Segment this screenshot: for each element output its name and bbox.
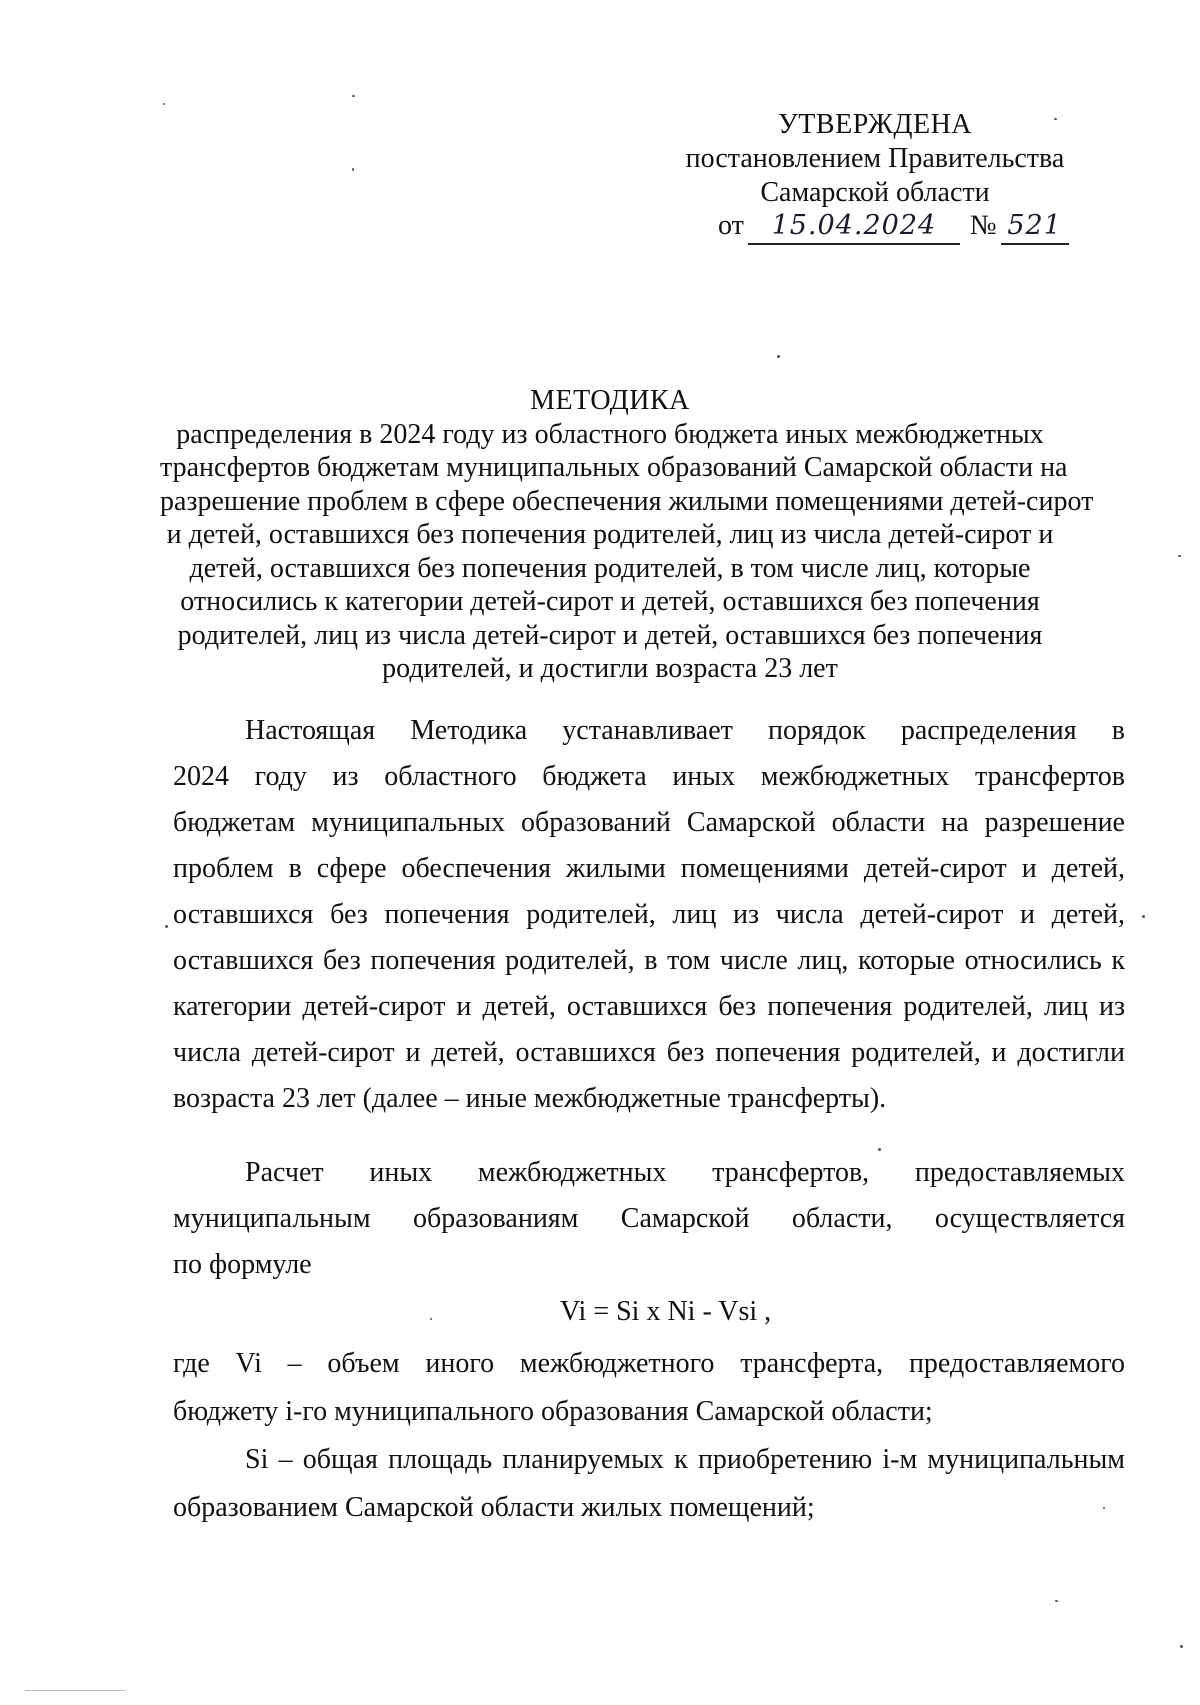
subtitle-line: разрешение проблем в сфере обеспечения жилыми помещениями детей-сирот [160, 485, 1094, 517]
subtitle-line: трансфертов бюджетам муниципальных образований Самарской области на [160, 452, 1068, 483]
paragraph-line: проблем в сфере обеспечения жилыми помещениями детей-сирот и детей, [173, 853, 1125, 884]
scan-speck [1178, 555, 1181, 557]
subtitle-line: родителей, лиц из числа детей-сирот и детей, оставшихся без попечения [177, 619, 1043, 651]
document-title: МЕТОДИКА [530, 385, 690, 416]
scan-speck [1054, 118, 1057, 120]
definition-vi-line: бюджету i-го муниципального образования Самарской области; [173, 1396, 933, 1427]
handwritten-number: 521 [1007, 210, 1062, 241]
subtitle-line: детей, оставшихся без попечения родителей, в том числе лиц, которые [189, 552, 1031, 584]
subtitle-line: относились к категории детей-сирот и детей, оставшихся без попечения [180, 586, 1040, 617]
subtitle-line: родителей, и достигли возраста 23 лет [382, 653, 838, 684]
scan-speck [1180, 1645, 1183, 1648]
paragraph-calculation [173, 1150, 1125, 1288]
scan-speck [352, 168, 354, 171]
approval-block [640, 108, 1110, 210]
scan-speck [1142, 915, 1145, 918]
approval-line-2: постановлением Правительства [685, 143, 1065, 174]
subtitle-line: и детей, оставшихся без попечения родителей, лиц из числа детей-сирот и [166, 519, 1054, 550]
number-label: № [969, 210, 997, 241]
number-field [1001, 209, 1069, 245]
paragraph-line: Настоящая Методика устанавливает порядок распределения в [245, 715, 1125, 746]
definition-vi-line: где Vi – объем иного межбюджетного трансферта, предоставляемого [173, 1348, 1125, 1379]
scan-speck [1103, 1507, 1105, 1509]
approval-title: УТВЕРЖДЕНА [777, 109, 973, 140]
approval-line-3: Самарской области [760, 177, 990, 208]
handwritten-date: 15.04.2024 [771, 210, 937, 241]
approval-date-line [718, 209, 1069, 245]
paragraph-line: категории детей-сирот и детей, оставшихся без попечения родителей, лиц из [173, 991, 1125, 1022]
definition-si-line: образованием Самарской области жилых помещений; [173, 1492, 815, 1523]
scan-speck [25, 1690, 125, 1691]
scan-speck [777, 355, 780, 358]
scan-speck [163, 103, 165, 105]
paragraph-line: муниципальным образованиям Самарской области, осуществляется [173, 1203, 1125, 1234]
scan-speck [352, 95, 355, 97]
definitions [173, 1340, 1125, 1532]
paragraph-line: по формуле [173, 1249, 312, 1280]
scan-speck [878, 1148, 881, 1151]
scan-speck [430, 1318, 432, 1320]
subtitle-line: распределения в 2024 году из областного бюджета иных межбюджетных [176, 418, 1044, 450]
scan-speck [165, 925, 168, 928]
paragraph-intro [173, 708, 1125, 1122]
date-field [748, 209, 960, 245]
paragraph-line: числа детей-сирот и детей, оставшихся без попечения родителей, и достигли [173, 1037, 1125, 1068]
definition-si-line: Si – общая площадь планируемых к приобретению i-м муниципальным [245, 1444, 1125, 1475]
paragraph-line: возраста 23 лет (далее – иные межбюджетные трансферты). [173, 1083, 887, 1114]
paragraph-line: Расчет иных межбюджетных трансфертов, предоставляемых [245, 1157, 1125, 1188]
scan-speck [1055, 1600, 1058, 1602]
paragraph-line: оставшихся без попечения родителей, лиц из числа детей-сирот и детей, [173, 899, 1125, 930]
formula: Vi = Si x Ni - Vsi , [560, 1296, 772, 1327]
paragraph-line: бюджетам муниципальных образований Самарской области на разрешение [173, 807, 1125, 838]
paragraph-line: 2024 году из областного бюджета иных межбюджетных трансфертов [173, 761, 1125, 792]
paragraph-line: оставшихся без попечения родителей, в том числе лиц, которые относились к [173, 945, 1125, 976]
date-prefix: от [718, 210, 744, 241]
document-heading [160, 384, 1094, 686]
